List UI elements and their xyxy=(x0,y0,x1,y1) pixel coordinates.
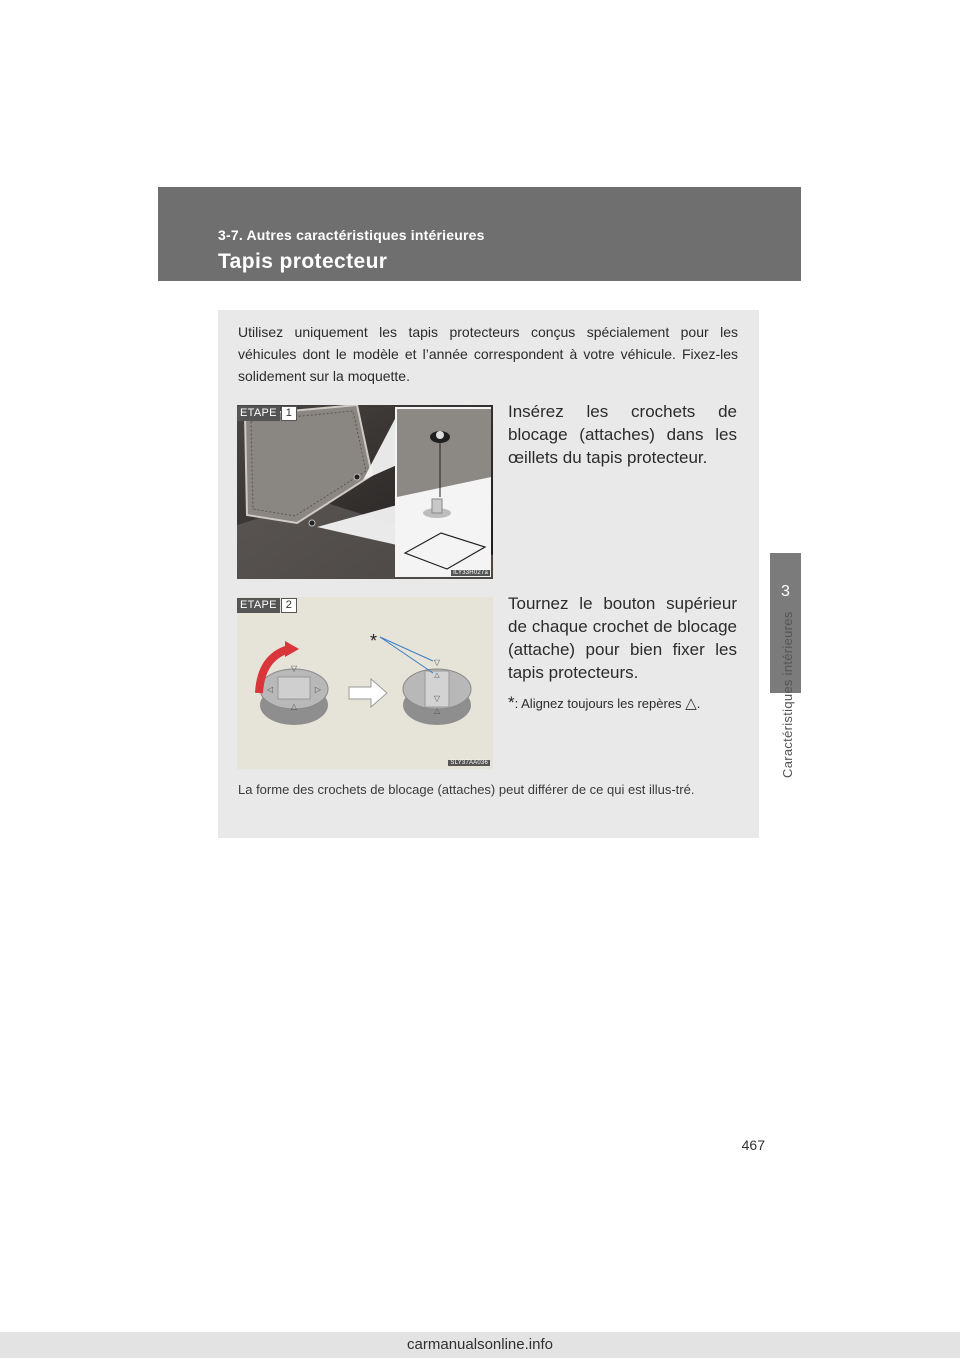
note-text: : Alignez toujours les repères xyxy=(514,696,682,711)
page-number: 467 xyxy=(741,1137,765,1153)
svg-text:▽: ▽ xyxy=(290,664,298,673)
svg-text:△: △ xyxy=(433,706,441,715)
chapter-label-text: Caractéristiques intérieures xyxy=(780,611,795,778)
step2-callout-star: * xyxy=(370,631,378,651)
step2-illustration xyxy=(237,597,493,769)
floor-mat-drawing xyxy=(237,405,493,579)
alignment-note xyxy=(508,693,737,713)
page-title: Tapis protecteur xyxy=(218,250,388,273)
step2-image-code: SLY37AA036 xyxy=(450,760,488,766)
page-header xyxy=(158,187,801,281)
svg-text:◁: ◁ xyxy=(266,685,274,694)
step2-badge-number: 2 xyxy=(281,598,297,613)
footer-note: La forme des crochets de blocage (attaches) peut différer de ce qui est illus-tré. xyxy=(238,782,695,797)
intro-text: Utilisez uniquement les tapis protecteurs conçus spécialement pour les véhicules dont le modèle et l’année correspondent à votre véhicule. Fixez-les solidement sur la moquette. xyxy=(238,324,738,384)
step1-image-code: ILY33H027a xyxy=(453,570,488,576)
watermark: carmanualsonline.info xyxy=(0,1332,960,1358)
triangle-mark-icon: △ xyxy=(685,695,697,712)
content-panel xyxy=(218,310,759,838)
step1-illustration xyxy=(237,405,493,579)
svg-text:△: △ xyxy=(434,672,440,679)
step2-badge-label: ETAPE xyxy=(237,598,280,613)
hook-rotation-drawing xyxy=(237,597,493,769)
svg-text:▽: ▽ xyxy=(433,658,441,667)
svg-text:△: △ xyxy=(290,702,298,711)
step1-badge-label: ETAPE xyxy=(237,406,280,421)
svg-text:▷: ▷ xyxy=(314,685,322,694)
section-heading: 3-7. Autres caractéristiques intérieures xyxy=(218,227,485,243)
step1-badge xyxy=(237,405,297,422)
note-star: * xyxy=(508,693,515,712)
note-end: . xyxy=(696,696,701,711)
svg-text:▽: ▽ xyxy=(433,694,441,703)
chapter-number: 3 xyxy=(781,583,790,600)
step1-badge-number: 1 xyxy=(281,406,297,421)
chapter-label xyxy=(780,588,794,778)
step2-badge xyxy=(237,597,297,614)
step2-text: Tournez le bouton supérieur de chaque crochet de blocage (attache) pour bien fixer les tapis protecteurs. xyxy=(508,594,737,682)
step1-text: Insérez les crochets de blocage (attaches) dans les œillets du tapis protecteur. xyxy=(508,402,737,467)
